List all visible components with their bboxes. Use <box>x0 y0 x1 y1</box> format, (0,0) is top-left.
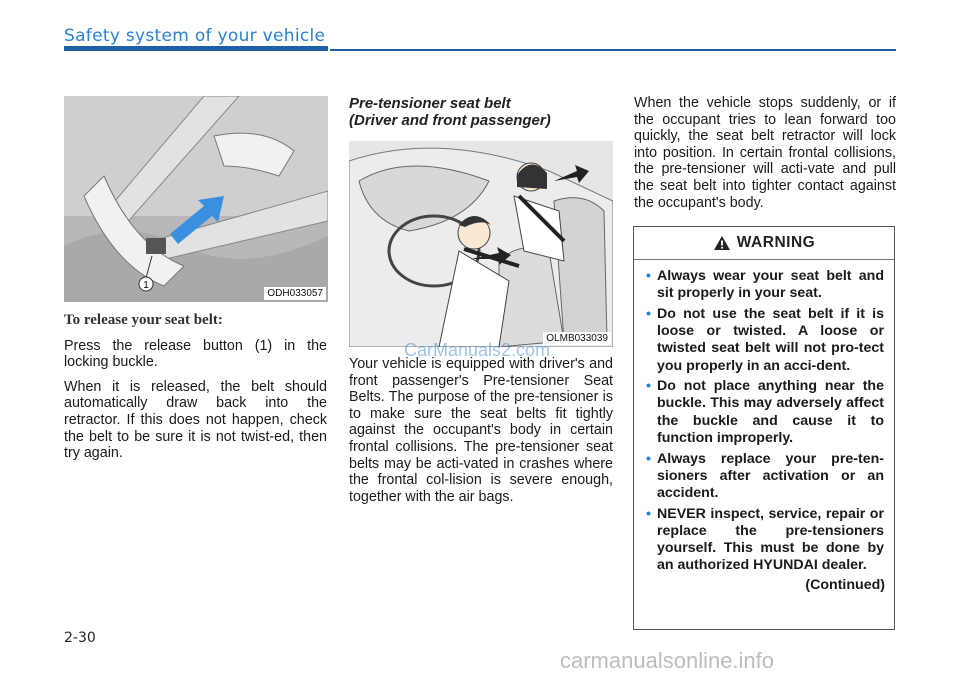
page-number: 2-30 <box>64 630 96 646</box>
header-rule-thin <box>330 49 896 51</box>
paragraph: When it is released, the belt should automatically draw back into the retractor. If this does not happen, check the belt to be sure it is not twist-ed, then try again. <box>64 378 327 462</box>
pretensioner-heading: Pre-tensioner seat belt (Driver and front passenger) <box>349 95 551 129</box>
bullet-icon: • <box>646 505 651 522</box>
bullet-icon: • <box>646 268 651 284</box>
bullet-icon: • <box>646 305 651 322</box>
warning-item: • NEVER inspect, service, repair or replace the pre-tensioners yourself. This must be done by an authorized HYUNDAI dealer. <box>646 505 884 574</box>
paragraph: When the vehicle stops suddenly, or if the occupant tries to lean forward too quickly, the seat belt retractor will lock into position. In certain frontal collisions, the pre-tensioner will acti-vate and pull the seat belt into tighter contact against the occupant's body. <box>634 95 896 211</box>
release-heading: To release your seat belt: <box>64 312 223 328</box>
bullet-icon: • <box>646 450 651 467</box>
figure-code: ODH033057 <box>264 287 326 300</box>
warning-header <box>634 227 894 260</box>
warning-item: • Always replace your pre-ten-sioners after activation or an accident. <box>646 450 884 501</box>
callout-1: 1 <box>143 280 149 291</box>
header-rule-thick <box>64 46 328 51</box>
figure-code: OLMB033039 <box>543 332 611 345</box>
column-2 <box>349 356 613 513</box>
seatbelt-release-illustration <box>64 96 328 302</box>
seatbelt-release-figure <box>64 96 328 302</box>
warning-box <box>633 226 895 630</box>
warning-item: • Always wear your seat belt and sit properly in your seat. <box>646 268 884 302</box>
pretensioner-figure <box>349 141 613 347</box>
paragraph: Press the release button (1) in the locking buckle. <box>64 337 327 371</box>
section-title: Safety system of your vehicle <box>64 26 326 46</box>
warning-triangle-icon <box>713 235 731 251</box>
bullet-icon: • <box>646 378 651 395</box>
warning-item: • Do not use the seat belt if it is loose or twisted. A loose or twisted seat belt will not pro-tect you properly in an acci-dent. <box>646 305 884 374</box>
watermark-gray: carmanualsonline.info <box>560 648 775 673</box>
watermark-blue: CarManuals2.com <box>404 340 551 360</box>
continued-label: (Continued) <box>805 576 885 593</box>
warning-list <box>634 268 894 574</box>
paragraph: Your vehicle is equipped with driver's and front passenger's Pre-tensioner Seat Belts. The purpose of the pre-tensioner is to make sure the seat belts fit tightly against the occupant's body in certain frontal collisions. The pre-tensioner seat belts may be acti-vated in crashes where the frontal col-lision is severe enough, together with the air bags. <box>349 356 613 505</box>
warning-title: WARNING <box>736 234 816 251</box>
column-3 <box>634 95 896 219</box>
column-1 <box>64 312 327 470</box>
warning-item: • Do not place anything near the buckle. This may adversely affect the buckle and cause it to function improperly. <box>646 378 884 446</box>
pretensioner-illustration <box>349 141 613 347</box>
